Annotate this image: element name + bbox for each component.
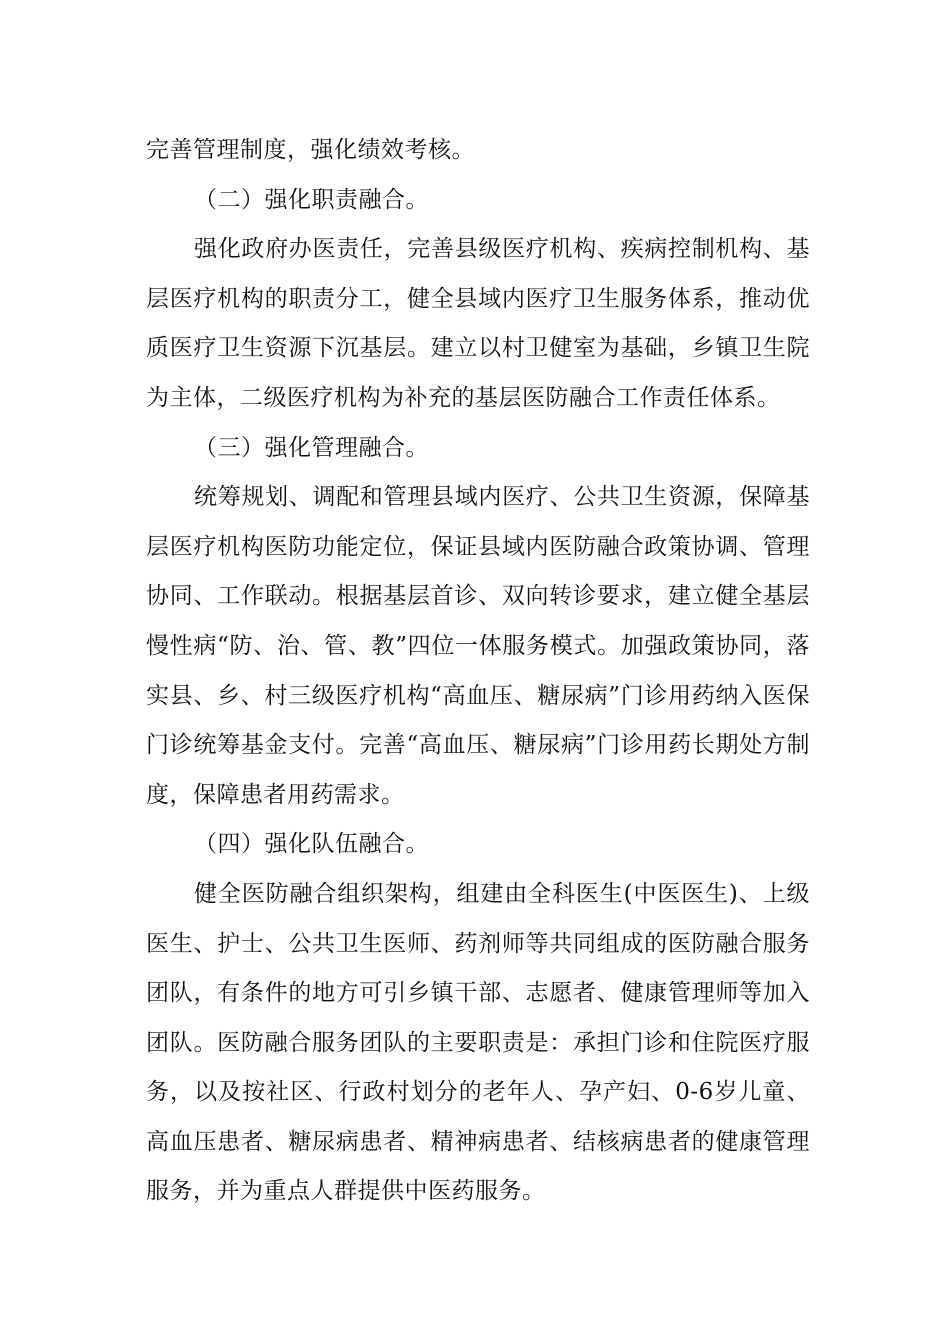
- paragraph-team-integration: 健全医防融合组织架构，组建由全科医生(中医医生)、上级医生、护士、公共卫生医师、药剂师等共同组成的医防融合服务团队，有条件的地方可引乡镇干部、志愿者、健康管理师等加入团队。医防融合服务团队的主要职责是：承担门诊和住院医疗服务，以及按社区、行政村划分的老年人、孕产妇、0-6岁儿童、高血压患者、糖尿病患者、精神病患者、结核病患者的健康管理服务，并为重点人群提供中医药服务。: [146, 880, 810, 1205]
- document-body: [146, 126, 810, 1217]
- section-heading-2: （二）强化职责融合。: [194, 186, 429, 213]
- section-heading-3: （三）强化管理融合。: [194, 434, 429, 461]
- paragraph-management-integration: 统筹规划、调配和管理县域内医疗、公共卫生资源，保障基层医疗机构医防功能定位，保证县域内医防融合政策协调、管理协同、工作联动。根据基层首诊、双向转诊要求，建立健全基层慢性病“防、治、管、教”四位一体服务模式。加强政策协同，落实县、乡、村三级医疗机构“高血压、糖尿病”门诊用药纳入医保门诊统筹基金支付。完善“高血压、糖尿病”门诊用药长期处方制度，保障患者用药需求。: [146, 484, 810, 808]
- paragraph-duty-integration: 强化政府办医责任，完善县级医疗机构、疾病控制机构、基层医疗机构的职责分工，健全县域内医疗卫生服务体系，推动优质医疗卫生资源下沉基层。建立以村卫健室为基础，乡镇卫生院为主体，二级医疗机构为补充的基层医防融合工作责任体系。: [146, 236, 810, 411]
- paragraph-continued: 完善管理制度，强化绩效考核。: [146, 137, 475, 163]
- section-heading-4: （四）强化队伍融合。: [194, 831, 429, 858]
